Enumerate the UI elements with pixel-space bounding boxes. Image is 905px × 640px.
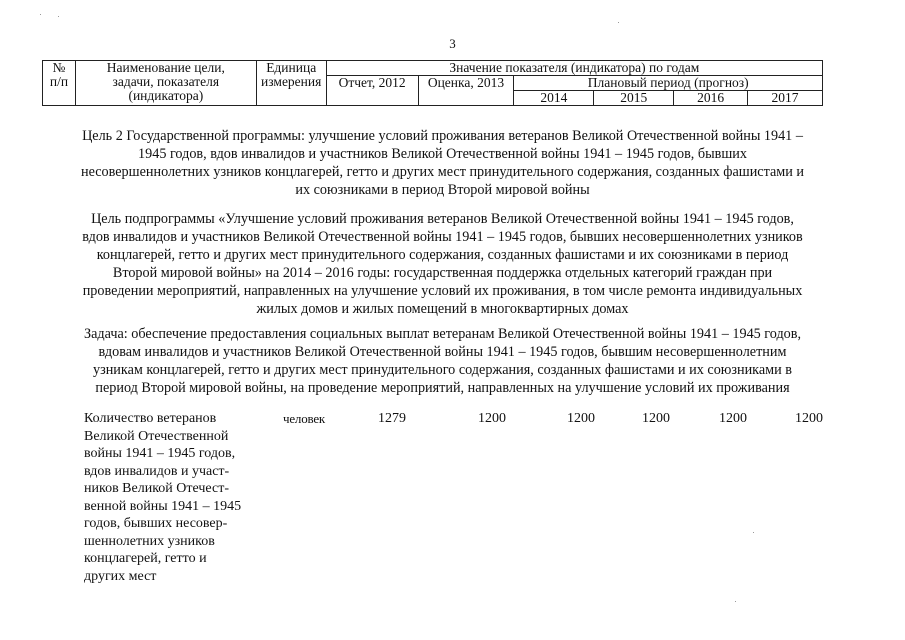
indicator-name xyxy=(84,410,262,585)
indicator-name-line: Великой Отечественной xyxy=(84,428,229,444)
header-year-2016: 2016 xyxy=(674,91,748,106)
indicator-unit: человек xyxy=(283,411,326,426)
scan-speck xyxy=(735,601,736,602)
task-line: вдовам инвалидов и участников Великой Отечественной войны 1941 – 1945 годов, бывшим несовершеннолетним xyxy=(98,344,787,360)
scan-speck xyxy=(618,22,619,23)
subprogram-goal-line: вдов инвалидов и участников Великой Отечественной войны 1941 – 1945 годов, бывших несовершеннолетних узников xyxy=(82,229,803,245)
indicator-name-line: других мест xyxy=(84,568,157,584)
goal-line: 1945 годов, вдов инвалидов и участников Великой Отечественной войны 1941 – 1945 годов, бывших xyxy=(138,146,747,162)
indicator-name-line: годов, бывших несовер- xyxy=(84,516,228,531)
indicator-name-line: шеннолетних узников xyxy=(84,533,215,549)
header-year-2015: 2015 xyxy=(594,91,674,106)
goal-line: Цель 2 Государственной программы: улучшение условий проживания ветеранов Великой Отечественной войны 1941 – xyxy=(82,128,803,144)
task-statement xyxy=(40,325,845,397)
header-name-line: Наименование цели, xyxy=(106,60,225,75)
subprogram-goal-line: Цель подпрограммы «Улучшение условий проживания ветеранов Великой Отечественной войны 1941 – 1945 годов, xyxy=(91,211,794,227)
header-unit-line: Единица xyxy=(266,60,317,75)
header-name-line: (индикатора) xyxy=(128,88,204,103)
indicator-name-line: Количество ветеранов xyxy=(84,411,217,426)
header-unit-line: измерения xyxy=(261,74,322,89)
goal-line: их союзниками в период Второй мировой войны xyxy=(295,182,590,198)
header-number-sign: № xyxy=(52,60,66,75)
scan-speck xyxy=(40,14,41,15)
header-number-cell xyxy=(43,61,76,106)
subprogram-goal-line: жилых домов и жилых помещений в многоквартирных домах xyxy=(256,301,629,317)
header-values-title: Значение показателя (индикатора) по годам xyxy=(326,61,822,76)
value-2012: 1279 xyxy=(378,411,406,426)
subprogram-goal-line: концлагерей, гетто и других мест принудительного содержания, созданных фашистами и их союзниками в период xyxy=(96,247,789,263)
state-program-goal xyxy=(40,127,845,199)
indicator-name-line: ников Великой Отечест- xyxy=(84,481,229,496)
indicator-name-line: войны 1941 – 1945 годов, xyxy=(84,446,236,461)
subprogram-goal xyxy=(40,210,845,318)
value-2015: 1200 xyxy=(642,411,670,426)
header-year-2017: 2017 xyxy=(748,91,823,106)
subprogram-goal-line: проведении мероприятий, направленных на улучшение условий их проживания, в том числе ремонта индивидуальных xyxy=(82,283,803,299)
page-number: 3 xyxy=(449,36,456,51)
value-2013: 1200 xyxy=(478,411,506,426)
scan-speck xyxy=(753,532,754,533)
subprogram-goal-line: Второй мировой войны» на 2014 – 2016 годы: государственная поддержка отдельных категорий граждан при xyxy=(112,265,773,281)
goal-line: несовершеннолетних узников концлагерей, гетто и других мест принудительного содержания, созданных фашистами и xyxy=(81,164,804,180)
header-year-2014: 2014 xyxy=(514,91,594,106)
header-name-line: задачи, показателя xyxy=(112,74,220,89)
indicator-table-header xyxy=(42,60,823,106)
value-2017: 1200 xyxy=(795,411,823,426)
indicator-name-line: концлагерей, гетто и xyxy=(84,551,207,566)
scan-speck xyxy=(58,16,59,17)
indicator-name-line: вдов инвалидов и участ- xyxy=(84,463,230,479)
header-name-cell xyxy=(75,61,256,106)
header-estimate-2013: Оценка, 2013 xyxy=(418,76,514,106)
value-2016: 1200 xyxy=(719,411,747,426)
header-unit-cell xyxy=(256,61,326,106)
header-number-abbr: п/п xyxy=(49,74,69,89)
task-line: узникам концлагерей, гетто и других мест принудительного содержания, созданных фашистами и их союзниками в xyxy=(93,362,792,378)
header-report-2012: Отчет, 2012 xyxy=(326,76,418,106)
indicator-name-line: венной войны 1941 – 1945 xyxy=(84,498,242,514)
task-line: Задача: обеспечение предоставления социальных выплат ветеранам Великой Отечественной войны 1941 – 1945 годов, xyxy=(83,326,802,342)
value-2014: 1200 xyxy=(567,411,595,426)
header-planned-period: Плановый период (прогноз) xyxy=(514,76,823,91)
task-line: период Второй мировой войны, на проведение мероприятий, направленных на улучшение условий их проживания xyxy=(95,380,790,396)
